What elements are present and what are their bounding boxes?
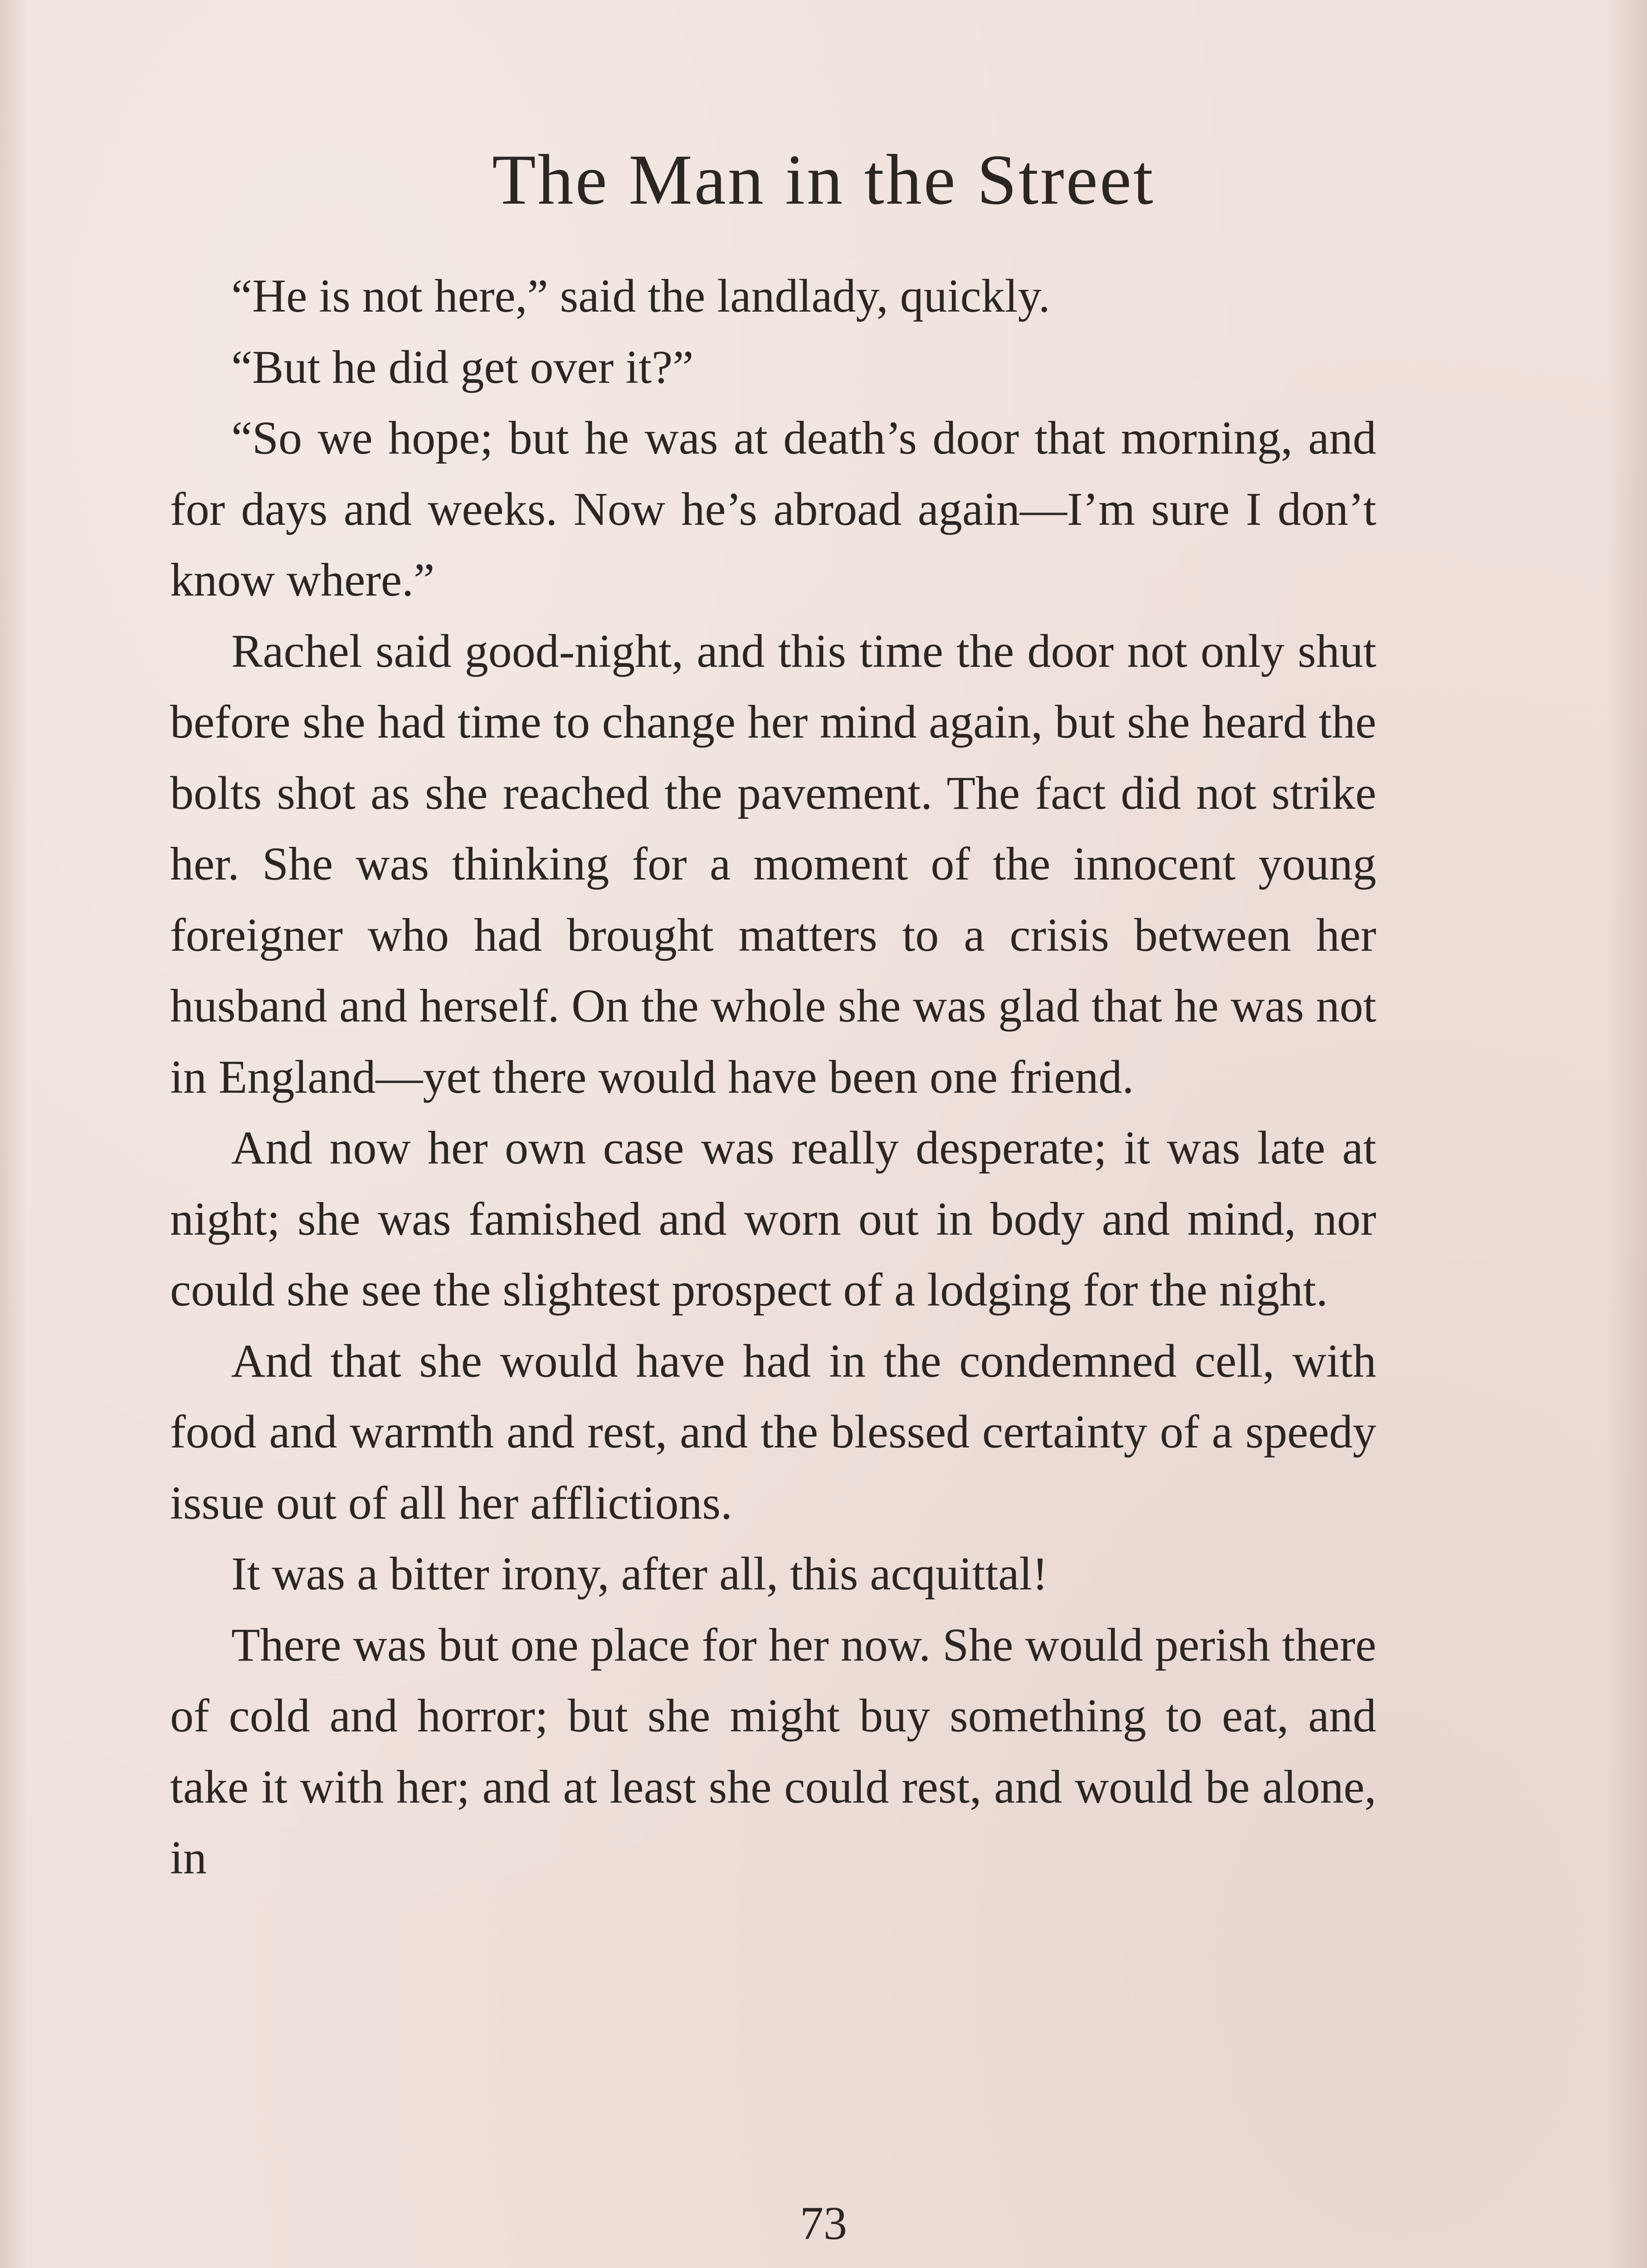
page-edge-shadow-left [0, 0, 27, 2268]
paragraph: “So we hope; but he was at death’s door that morning, and for days and weeks. Now he’s abroad again—I’m sure I don’t know where.” [170, 412, 1376, 606]
page-number: 73 [800, 2197, 847, 2249]
running-head: The Man in the Street [492, 140, 1155, 220]
paragraph: There was but one place for her now. She would perish there of cold and horror; but she might buy something to eat, and take it with her; and at least she could rest, and would be alone, in [170, 1618, 1376, 1884]
paragraph: “But he did get over it?” [231, 341, 694, 393]
paragraph: And that she would have had in the condemned cell, with food and warmth and rest, and the blessed certainty of a speedy issue out of all her afflictions. [170, 1334, 1376, 1529]
paragraph: “He is not here,” said the landlady, quickly. [231, 270, 1050, 322]
body-text [170, 261, 1376, 1894]
page-edge-shadow-right [1606, 0, 1647, 2268]
paragraph: Rachel said good-night, and this time the door not only shut before she had time to change her mind again, but she heard the bolts shot as she reached the pavement. The fact did not strike her. She was thinking for a moment of the innocent young foreigner who had brought matters to a crisis between her husband and herself. On the whole she was glad that he was not in England—yet there would have been one friend. [170, 625, 1376, 1103]
paragraph: It was a bitter irony, after all, this acquittal! [231, 1548, 1048, 1600]
paragraph: And now her own case was really desperate; it was late at night; she was famished and worn out in body and mind, nor could she see the slightest prospect of a lodging for the night. [170, 1122, 1376, 1316]
